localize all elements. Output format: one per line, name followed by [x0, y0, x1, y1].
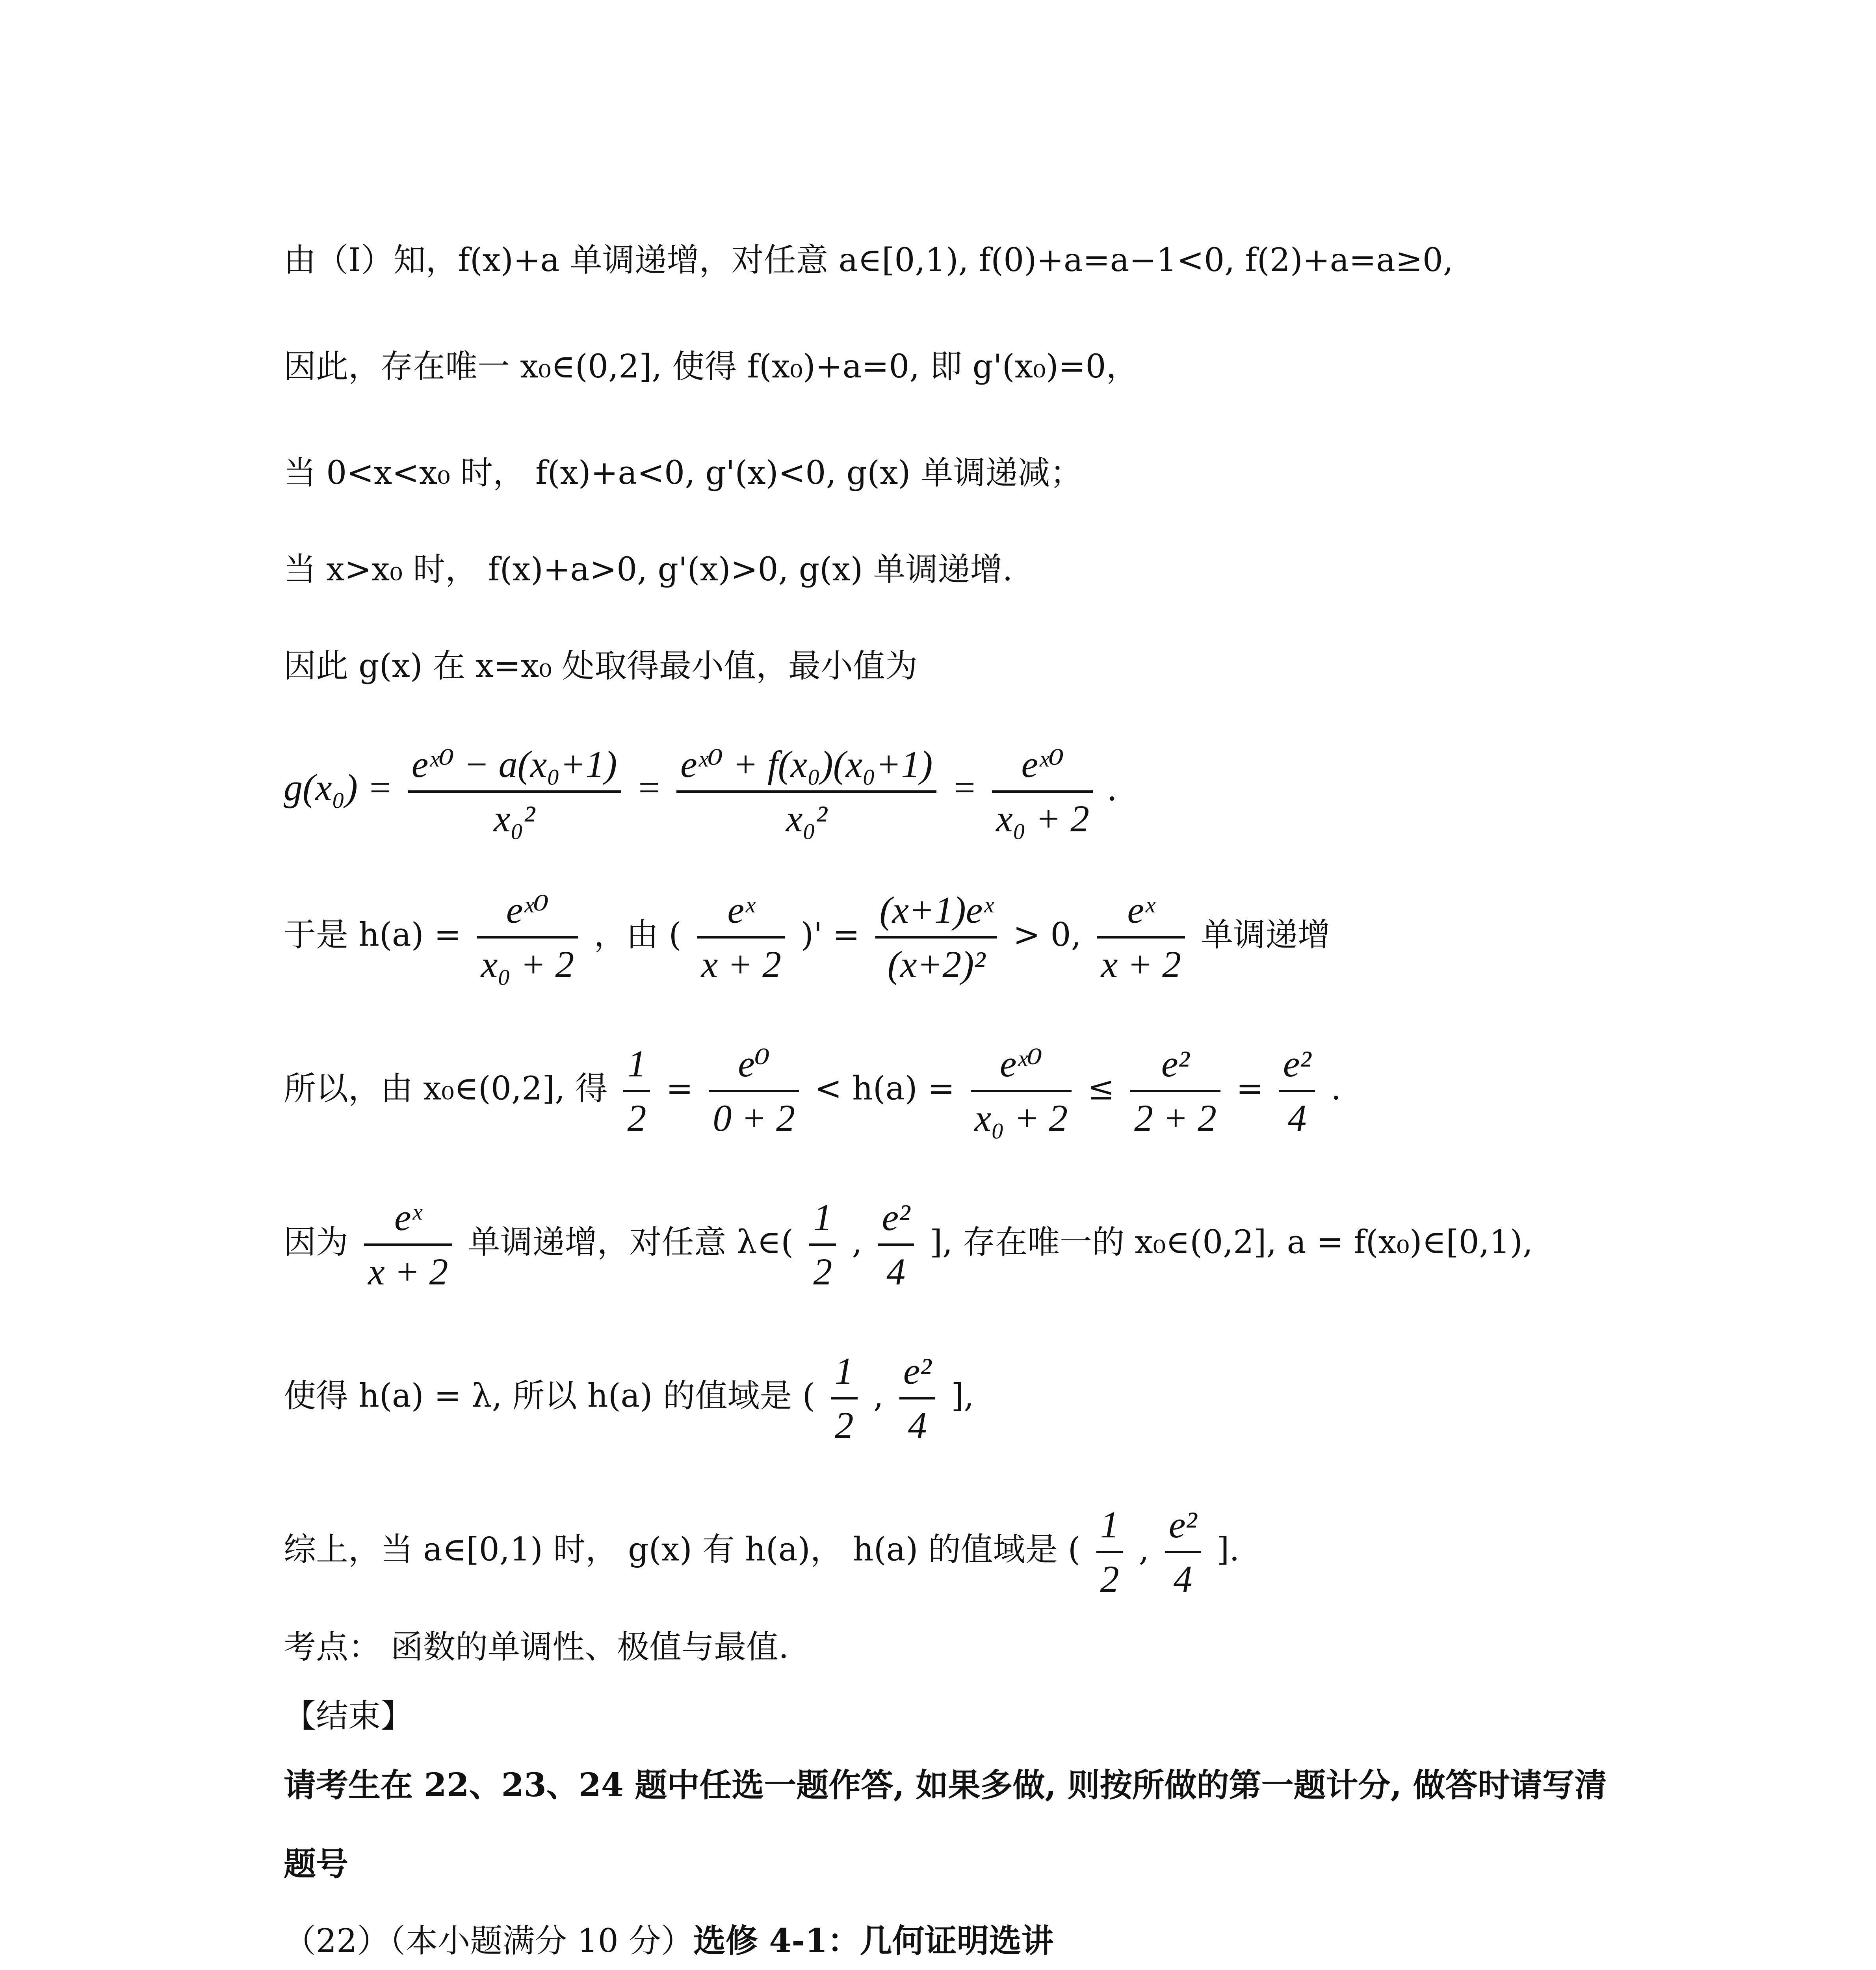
fraction-4-numerator: e²	[1130, 1040, 1220, 1092]
formula-summary	[284, 1501, 1599, 1603]
fraction-3	[878, 1194, 914, 1295]
fraction-3	[992, 741, 1093, 842]
fraction-1-numerator: 1	[623, 1040, 650, 1092]
fraction-2-numerator: 1	[809, 1194, 836, 1246]
line-9-lead: 因为	[284, 1223, 349, 1261]
equals-sign: =	[636, 766, 662, 809]
fraction-2-denominator: 2	[813, 1251, 832, 1293]
fraction-1-denominator: 2	[834, 1404, 854, 1446]
formula-lambda	[284, 1194, 1599, 1295]
line-8-lead: 所以，由 x₀∈(0,2], 得	[284, 1070, 608, 1108]
less-equal-sign: ≤	[1087, 1070, 1115, 1108]
fraction-1	[364, 1194, 452, 1295]
fraction-5-numerator: e²	[1279, 1040, 1315, 1092]
fraction-2-numerator: e²	[899, 1347, 935, 1399]
fraction-1-numerator: 1	[831, 1347, 858, 1399]
equals-sign: =	[666, 1070, 693, 1108]
fraction-2-denominator: 4	[908, 1404, 927, 1446]
fraction-1	[623, 1040, 650, 1142]
fraction-3-denominator: 4	[886, 1251, 906, 1293]
fraction-3-numerator: (x+1)eˣ	[875, 886, 997, 939]
fraction-4	[1130, 1040, 1220, 1142]
fraction-3	[971, 1040, 1072, 1142]
fraction-4-numerator: eˣ	[1097, 886, 1185, 939]
fraction-2	[709, 1040, 799, 1142]
text-line-end: 【结束】	[284, 1697, 413, 1735]
question-22-score: （22）（本小题满分 10 分）	[284, 1922, 693, 1960]
fraction-4-denominator: x + 2	[1101, 943, 1181, 985]
fraction-1-denominator: 2	[1100, 1558, 1119, 1600]
text-line-question-22	[284, 1921, 1599, 1962]
text-line-1: 由（I）知，f(x)+a 单调递增，对任意 a∈[0,1), f(0)+a=a−1<0, f(2)+a=a≥0,	[284, 242, 1454, 279]
fraction-1-numerator: eˣ⁰	[477, 886, 578, 939]
fraction-5	[1279, 1040, 1315, 1142]
fraction-1	[831, 1347, 858, 1449]
fraction-2-numerator: e⁰	[709, 1040, 799, 1092]
formula-min-value	[284, 741, 1599, 842]
fraction-1-denominator: x₀ + 2	[481, 943, 574, 985]
formula-range	[284, 1347, 1599, 1449]
fraction-2-numerator: e²	[1165, 1501, 1201, 1553]
fraction-1-numerator: 1	[1096, 1501, 1123, 1553]
fraction-2	[697, 886, 785, 988]
fraction-2	[899, 1347, 935, 1449]
line-8-mid: < h(a) =	[815, 1070, 955, 1108]
fraction-2-numerator: eˣ⁰ + f(x₀)(x₀+1)	[676, 741, 936, 793]
fraction-5-denominator: 4	[1287, 1097, 1307, 1139]
fraction-3-denominator: x₀ + 2	[996, 797, 1089, 840]
line-7-mid: ，由 (	[594, 916, 682, 954]
fraction-1-denominator: x + 2	[368, 1251, 448, 1293]
line-10-lead: 使得 h(a) = λ, 所以 h(a) 的值域是 (	[284, 1377, 815, 1415]
fraction-4-denominator: 2 + 2	[1134, 1097, 1217, 1139]
line-7-mid2: )' =	[801, 916, 860, 954]
comma: ,	[1139, 1531, 1149, 1569]
formula-h-of-a	[284, 886, 1599, 988]
fraction-1	[408, 741, 621, 842]
fraction-2	[1165, 1501, 1201, 1603]
fraction-2	[676, 741, 936, 842]
formula-range-bound	[284, 1040, 1599, 1142]
fraction-1-numerator: eˣ⁰ − a(x₀+1)	[408, 741, 621, 793]
line-11-lead: 综上，当 a∈[0,1) 时， g(x) 有 h(a)， h(a) 的值域是 (	[284, 1531, 1081, 1569]
text-line-keypoint: 考点： 函数的单调性、极值与最值.	[284, 1628, 789, 1666]
text-line-instruction-cont: 题号	[284, 1845, 349, 1883]
fraction-3-denominator: (x+2)²	[887, 943, 986, 985]
comma: ,	[873, 1377, 884, 1415]
fraction-2-numerator: eˣ	[697, 886, 785, 939]
fraction-2-denominator: 0 + 2	[713, 1097, 795, 1139]
fraction-2	[809, 1194, 836, 1295]
fraction-3-numerator: eˣ⁰	[992, 741, 1093, 793]
text-line-2: 因此，存在唯一 x₀∈(0,2], 使得 f(x₀)+a=0, 即 g'(x₀)=0，	[284, 348, 1139, 385]
fraction-3-numerator: eˣ⁰	[971, 1040, 1072, 1092]
fraction-3-numerator: e²	[878, 1194, 914, 1246]
text-line-4: 当 x>x₀ 时， f(x)+a>0, g'(x)>0, g(x) 单调递增.	[284, 551, 1013, 588]
fraction-1	[477, 886, 578, 988]
fraction-1-numerator: eˣ	[364, 1194, 452, 1246]
fraction-3	[875, 886, 997, 988]
line-7-lead: 于是 h(a) =	[284, 916, 461, 954]
text-line-5: 因此 g(x) 在 x=x₀ 处取得最小值，最小值为	[284, 647, 918, 685]
line-10-tail: ],	[951, 1377, 974, 1415]
equals-sign: =	[951, 766, 977, 809]
fraction-2-denominator: x + 2	[701, 943, 781, 985]
fraction-2-denominator: x₀²	[786, 797, 827, 840]
comma: ,	[852, 1223, 862, 1261]
line-7-mid3: > 0,	[1013, 916, 1081, 954]
period: .	[1331, 1070, 1341, 1108]
fraction-2-denominator: 4	[1173, 1558, 1192, 1600]
text-line-3: 当 0<x<x₀ 时， f(x)+a<0, g'(x)<0, g(x) 单调递减；	[284, 454, 1083, 492]
line-11-tail: ].	[1217, 1531, 1240, 1569]
formula-lhs: g(x₀) =	[284, 766, 393, 809]
text-line-instruction: 请考生在 22、23、24 题中任选一题作答, 如果多做, 则按所做的第一题计分, 做答时请写清	[284, 1766, 1607, 1804]
fraction-1-denominator: x₀²	[494, 797, 535, 840]
period: .	[1108, 766, 1118, 809]
fraction-4	[1097, 886, 1185, 988]
line-7-tail: 单调递增	[1201, 916, 1330, 954]
fraction-1	[1096, 1501, 1123, 1603]
equals-sign: =	[1236, 1070, 1263, 1108]
fraction-3-denominator: x₀ + 2	[974, 1097, 1068, 1139]
line-9-tail: ], 存在唯一的 x₀∈(0,2], a = f(x₀)∈[0,1),	[930, 1223, 1533, 1261]
question-22-topic: 选修 4-1：几何证明选讲	[693, 1922, 1054, 1960]
line-9-mid: 单调递增，对任意 λ∈(	[468, 1223, 794, 1261]
fraction-1-denominator: 2	[627, 1097, 646, 1139]
